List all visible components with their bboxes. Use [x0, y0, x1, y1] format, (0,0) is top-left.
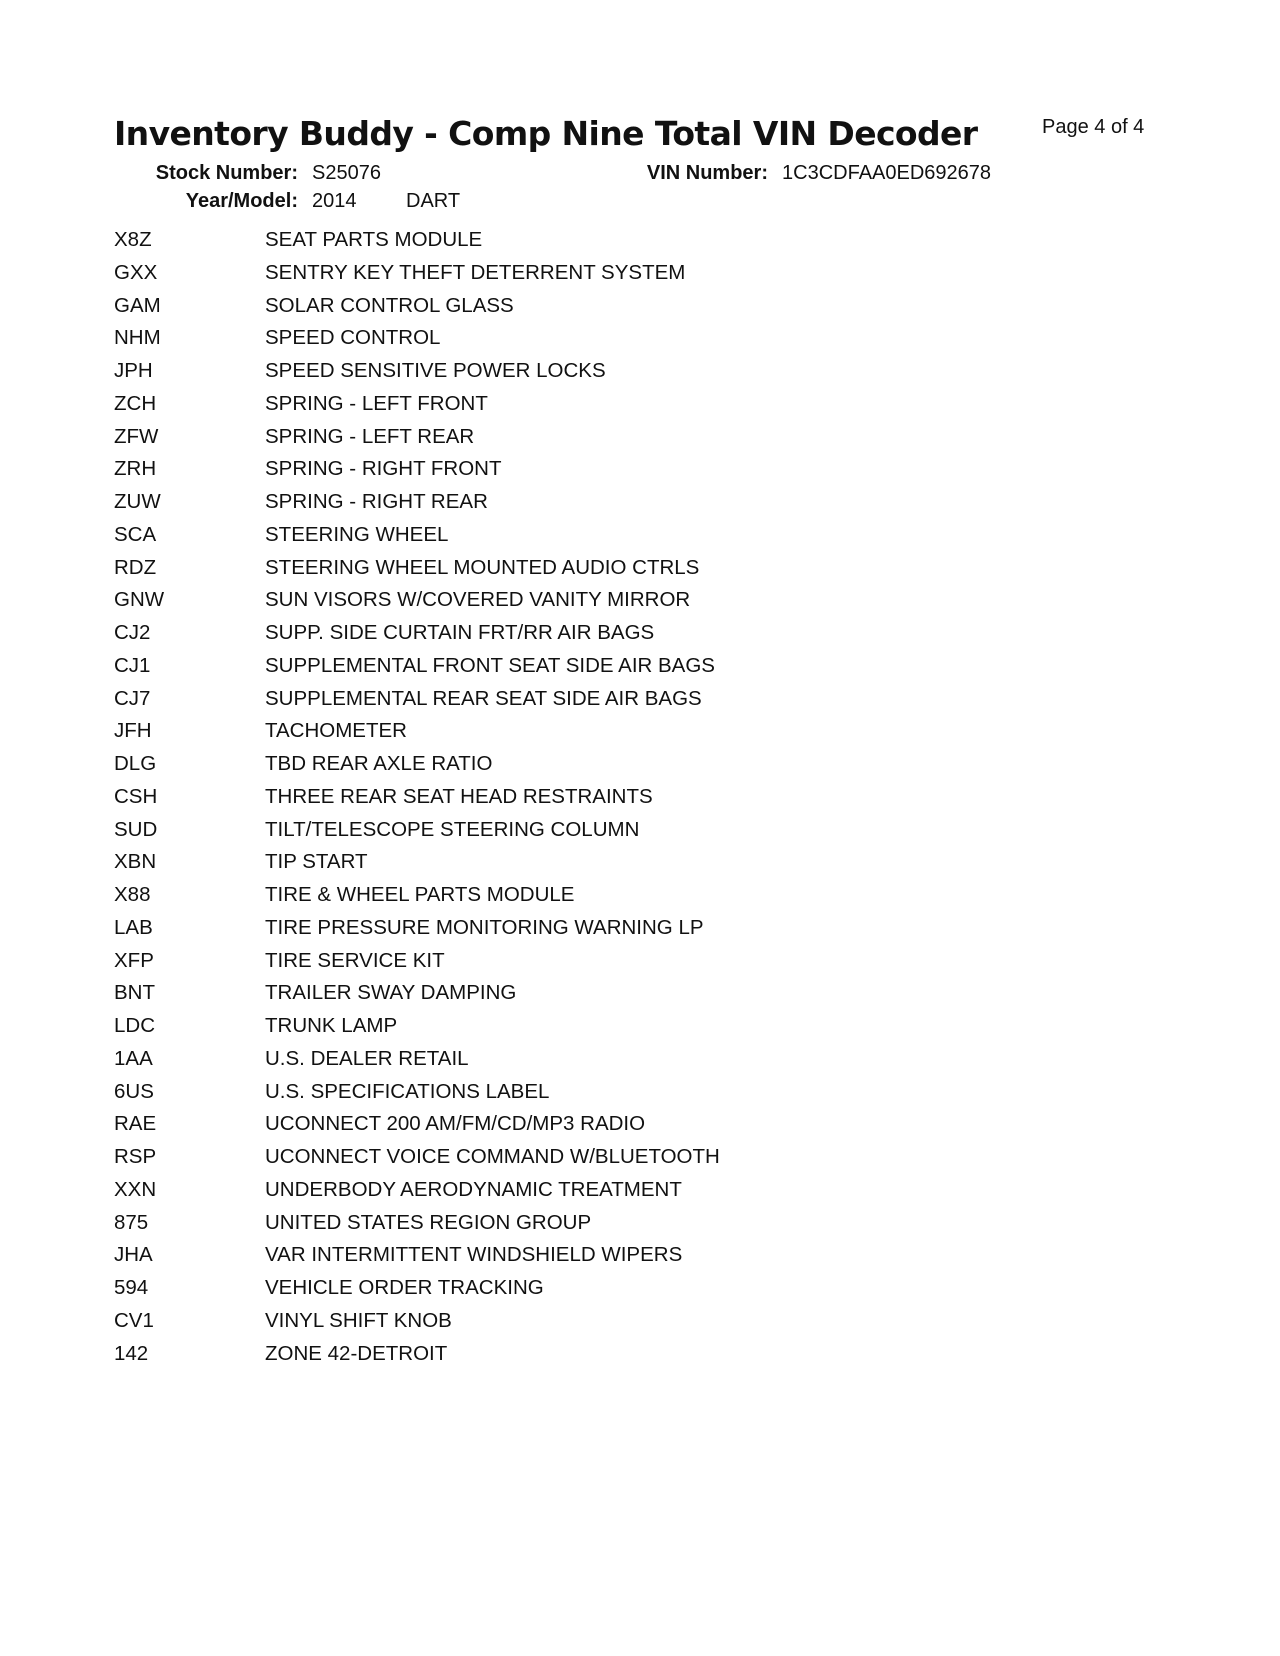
option-code: RDZ: [114, 555, 157, 579]
option-code: JHA: [114, 1243, 153, 1267]
option-code: XXN: [114, 1177, 157, 1201]
option-description: VAR INTERMITTENT WINDSHIELD WIPERS: [265, 1243, 683, 1267]
list-item: [0, 425, 1280, 458]
list-item: [0, 621, 1280, 654]
vin-number-label: VIN Number:: [646, 162, 768, 184]
option-description: THREE REAR SEAT HEAD RESTRAINTS: [265, 784, 653, 808]
option-description: UCONNECT 200 AM/FM/CD/MP3 RADIO: [265, 1112, 646, 1136]
option-description: STEERING WHEEL MOUNTED AUDIO CTRLS: [265, 555, 700, 579]
option-description: VEHICLE ORDER TRACKING: [265, 1276, 544, 1299]
option-description: TBD REAR AXLE RATIO: [265, 752, 493, 775]
option-description: UNITED STATES REGION GROUP: [265, 1210, 592, 1234]
option-code: XFP: [114, 948, 154, 972]
option-code: GXX: [114, 260, 158, 284]
option-code: RSP: [114, 1145, 157, 1168]
option-code: X88: [114, 883, 151, 906]
list-item: [0, 1145, 1280, 1178]
list-item: [0, 1309, 1280, 1342]
list-item: [0, 1047, 1280, 1080]
page-number: Page 4 of 4: [1042, 116, 1145, 138]
list-item: [0, 1112, 1280, 1145]
option-description: U.S. SPECIFICATIONS LABEL: [265, 1079, 550, 1103]
option-description: SPRING - RIGHT FRONT: [265, 457, 502, 481]
list-item: [0, 687, 1280, 720]
option-code: 1AA: [114, 1046, 153, 1070]
list-item: [0, 883, 1280, 916]
option-code: DLG: [114, 752, 157, 775]
option-code: JPH: [114, 359, 153, 382]
list-item: [0, 981, 1280, 1014]
option-code: CV1: [114, 1308, 154, 1332]
list-item: [0, 294, 1280, 327]
option-code: GAM: [114, 293, 161, 317]
option-code: BNT: [114, 981, 155, 1005]
option-description: U.S. DEALER RETAIL: [265, 1046, 469, 1070]
option-description: SUPPLEMENTAL FRONT SEAT SIDE AIR BAGS: [265, 653, 715, 677]
option-description: ZONE 42-DETROIT: [265, 1341, 448, 1365]
list-item: [0, 785, 1280, 818]
option-description: SPRING - LEFT FRONT: [265, 391, 488, 415]
stock-number-label: Stock Number:: [155, 162, 298, 184]
option-code: XBN: [114, 850, 157, 874]
option-description: TACHOMETER: [265, 719, 407, 743]
option-code: CJ2: [114, 621, 151, 644]
option-code: ZRH: [114, 457, 157, 481]
option-code: X8Z: [114, 228, 152, 251]
list-item: [0, 359, 1280, 392]
list-item: [0, 1080, 1280, 1113]
option-code: ZFW: [114, 424, 159, 448]
list-item: [0, 1178, 1280, 1211]
list-item: [0, 392, 1280, 425]
option-description: TILT/TELESCOPE STEERING COLUMN: [265, 817, 640, 841]
option-description: VINYL SHIFT KNOB: [265, 1308, 452, 1332]
option-code: 6US: [114, 1079, 154, 1103]
list-item: [0, 1243, 1280, 1276]
list-item: [0, 588, 1280, 621]
option-description: TIRE SERVICE KIT: [265, 948, 445, 972]
model-value: DART: [406, 190, 461, 212]
list-item: [0, 1276, 1280, 1309]
list-item: [0, 1014, 1280, 1047]
option-code: SUD: [114, 817, 158, 841]
option-code: 875: [114, 1210, 149, 1234]
option-code: NHM: [114, 326, 161, 350]
option-description: SEAT PARTS MODULE: [265, 228, 483, 251]
option-code: GNW: [114, 588, 165, 612]
option-description: SPEED SENSITIVE POWER LOCKS: [265, 359, 606, 382]
option-code: RAE: [114, 1112, 157, 1136]
option-code: ZUW: [114, 490, 161, 513]
option-description: SPRING - LEFT REAR: [265, 424, 475, 448]
option-description: TIRE PRESSURE MONITORING WARNING LP: [265, 915, 704, 939]
vin-number-value: 1C3CDFAA0ED692678: [782, 162, 992, 184]
option-description: STEERING WHEEL: [265, 522, 449, 546]
report-title: Inventory Buddy - Comp Nine Total VIN Decoder: [114, 114, 978, 153]
option-description: SPRING - RIGHT REAR: [265, 490, 488, 513]
stock-number-value: S25076: [312, 162, 381, 184]
option-description: TRAILER SWAY DAMPING: [265, 981, 517, 1005]
option-code: LDC: [114, 1014, 156, 1037]
option-code: 142: [114, 1341, 149, 1365]
option-description: TIRE & WHEEL PARTS MODULE: [265, 883, 575, 906]
option-description: TRUNK LAMP: [265, 1014, 398, 1037]
year-value: 2014: [312, 190, 357, 212]
option-code: CJ1: [114, 653, 151, 677]
list-item: [0, 949, 1280, 982]
option-code: JFH: [114, 719, 152, 743]
list-item: [0, 1342, 1280, 1375]
option-code: ZCH: [114, 391, 157, 415]
list-item: [0, 916, 1280, 949]
option-description: SUPP. SIDE CURTAIN FRT/RR AIR BAGS: [265, 621, 655, 644]
option-code: LAB: [114, 915, 153, 939]
list-item: [0, 457, 1280, 490]
option-description: SOLAR CONTROL GLASS: [265, 293, 514, 317]
list-item: [0, 261, 1280, 294]
list-item: [0, 228, 1280, 261]
option-description: SUPPLEMENTAL REAR SEAT SIDE AIR BAGS: [265, 686, 702, 710]
list-item: [0, 654, 1280, 687]
list-item: [0, 1211, 1280, 1244]
option-description: TIP START: [265, 850, 368, 874]
option-code: 594: [114, 1276, 149, 1299]
list-item: [0, 752, 1280, 785]
option-description: SENTRY KEY THEFT DETERRENT SYSTEM: [265, 260, 686, 284]
list-item: [0, 719, 1280, 752]
list-item: [0, 490, 1280, 523]
list-item: [0, 523, 1280, 556]
option-code: CJ7: [114, 686, 151, 710]
option-code: CSH: [114, 784, 158, 808]
option-description: UCONNECT VOICE COMMAND W/BLUETOOTH: [265, 1145, 720, 1168]
list-item: [0, 556, 1280, 589]
option-code-list: [0, 228, 1280, 1374]
option-code: SCA: [114, 522, 157, 546]
list-item: [0, 326, 1280, 359]
option-description: UNDERBODY AERODYNAMIC TREATMENT: [265, 1177, 682, 1201]
option-description: SUN VISORS W/COVERED VANITY MIRROR: [265, 588, 691, 612]
list-item: [0, 850, 1280, 883]
list-item: [0, 818, 1280, 851]
option-description: SPEED CONTROL: [265, 326, 441, 350]
year-model-label: Year/Model:: [185, 190, 298, 212]
